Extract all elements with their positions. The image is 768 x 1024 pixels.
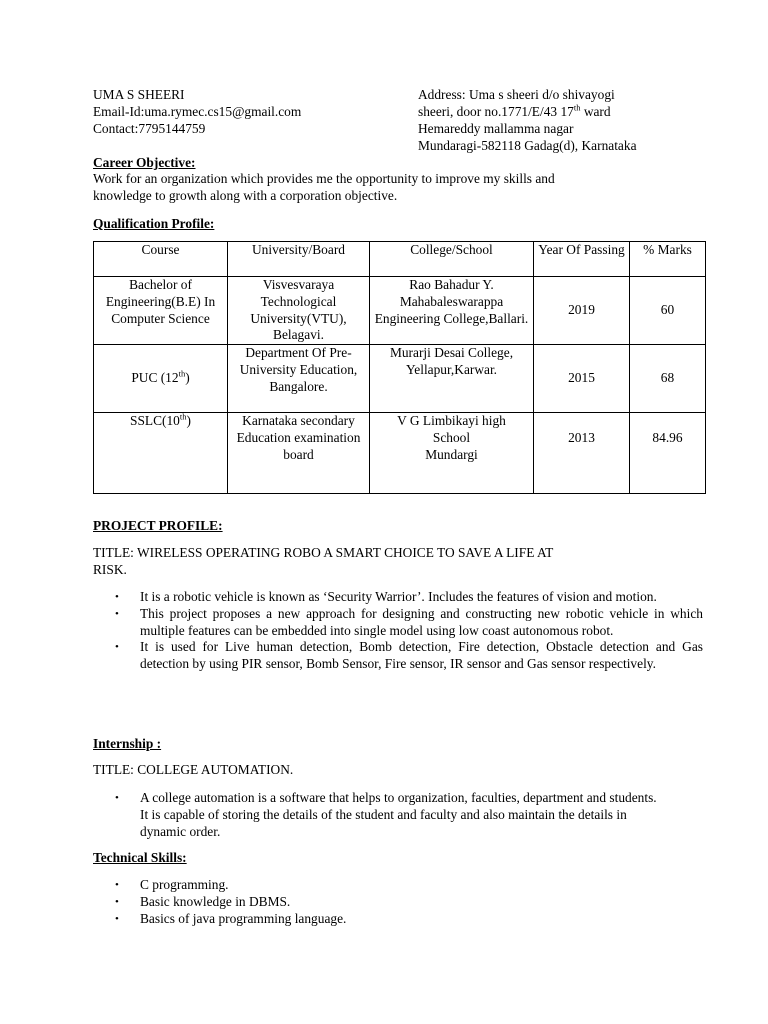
list-item: • Basics of java programming language. — [115, 910, 347, 926]
list-item: • Basic knowledge in DBMS. — [115, 893, 291, 909]
address-line-3: Hemareddy mallamma nagar — [418, 121, 574, 136]
project-title-line-2: RISK. — [93, 562, 127, 577]
project-heading: PROJECT PROFILE: — [93, 518, 223, 533]
cell-year: 2019 — [534, 277, 630, 345]
bullet-icon: • — [115, 879, 119, 891]
qualification-heading: Qualification Profile: — [93, 216, 215, 231]
bullet-icon: • — [115, 912, 119, 925]
cell-college: Murarji Desai College, Yellapur,Karwar. — [370, 345, 534, 413]
header-year: Year Of Passing — [534, 242, 630, 277]
cell-university: Department Of Pre-University Education, Bangalore. — [228, 345, 370, 413]
address-line-2: sheeri, door no.1771/E/43 17th ward — [418, 102, 611, 119]
cell-marks: 84.96 — [630, 413, 706, 494]
list-item: • It is a robotic vehicle is known as ‘Security Warrior’. Includes the features of vision and motion. — [115, 589, 657, 604]
career-objective-line-1: Work for an organization which provides me the opportunity to improve my skills and — [93, 171, 555, 186]
header-college: College/School — [370, 242, 534, 277]
bullet-icon: • — [115, 591, 119, 603]
table-row — [94, 413, 706, 494]
project-title-line-1: TITLE: WIRELESS OPERATING ROBO A SMART CHOICE TO SAVE A LIFE AT — [93, 545, 554, 560]
cell-course: Bachelor of Engineering(B.E) In Computer Science — [94, 277, 228, 345]
bullet-icon: • — [115, 895, 119, 908]
qualification-table — [93, 241, 706, 494]
address-line-4: Mundaragi-582118 Gadag(d), Karnataka — [418, 138, 637, 153]
bullet-icon: • — [115, 641, 119, 654]
table-row — [94, 345, 706, 413]
cell-course: PUC (12th) — [94, 345, 228, 413]
email-line: Email-Id:uma.rymec.cs15@gmail.com — [93, 104, 302, 119]
list-item: • It is used for Live human detection, Bomb detection, Fire detection, Obstacle detection and Gas detection by using PIR sensor, Bomb Sensor, Fire sensor, IR sensor and Gas sensor respectively. — [115, 639, 703, 672]
candidate-name: UMA S SHEERI — [93, 87, 185, 102]
table-row — [94, 277, 706, 345]
cell-college: V G Limbikayi high School Mundargi — [370, 413, 534, 494]
cell-university: Karnataka secondary Education examination board — [228, 413, 370, 494]
header-university: University/Board — [228, 242, 370, 277]
table-header-row — [94, 242, 706, 277]
cell-year: 2015 — [534, 345, 630, 413]
skills-bullet-list — [93, 877, 693, 927]
header-marks: % Marks — [630, 242, 706, 277]
career-objective-line-2: knowledge to growth along with a corporation objective. — [93, 188, 398, 203]
internship-title: TITLE: COLLEGE AUTOMATION. — [93, 762, 294, 777]
bullet-icon: • — [115, 607, 119, 620]
phone-line: Contact:7795144759 — [93, 121, 206, 136]
cell-marks: 60 — [630, 277, 706, 345]
skills-heading: Technical Skills: — [93, 850, 187, 865]
list-item: • A college automation is a software that helps to organization, faculties, department and students. It is capable of storing the details of the student and faculty and also maintain the details in dynamic order. — [115, 790, 657, 839]
bullet-icon: • — [115, 792, 119, 804]
career-objective-heading: Career Objective: — [93, 155, 196, 170]
list-item: • This project proposes a new approach for designing and constructing new robotic vehicle in which multiple features can be embedded into single model using low coast autonomous robot. — [115, 605, 703, 638]
project-bullet-list — [93, 589, 703, 673]
cell-university: Visvesvaraya Technological University(VTU), Belagavi. — [228, 277, 370, 345]
internship-bullet-list — [93, 790, 663, 840]
address-line-1: Address: Uma s sheeri d/o shivayogi — [418, 87, 615, 102]
cell-college: Rao Bahadur Y. Mahabaleswarappa Engineering College,Ballari. — [370, 277, 534, 345]
cell-year: 2013 — [534, 413, 630, 494]
internship-heading: Internship : — [93, 736, 162, 751]
list-item: • C programming. — [115, 877, 229, 892]
cell-course: SSLC(10th) — [94, 413, 228, 494]
header-course: Course — [94, 242, 228, 277]
cell-marks: 68 — [630, 345, 706, 413]
